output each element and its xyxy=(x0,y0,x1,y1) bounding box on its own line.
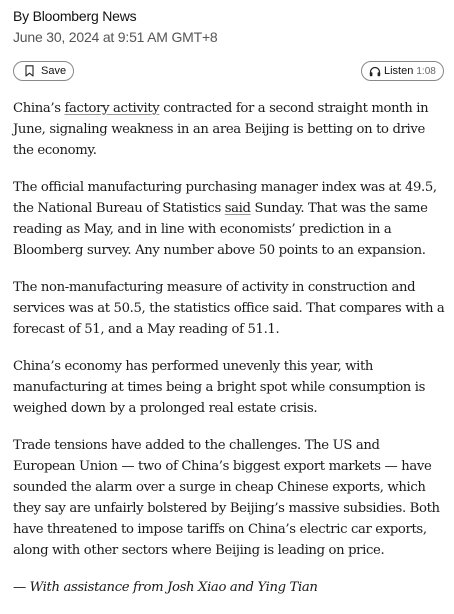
headphones-icon xyxy=(369,66,381,77)
paragraph-1 xyxy=(13,98,445,161)
save-label: Save xyxy=(41,65,67,77)
publish-date: June 30, 2024 at 9:51 AM GMT+8 xyxy=(13,29,218,45)
paragraph-4: China’s economy has performed unevenly this year, with manufacturing at times being a bright spot while consumption is weighed down by a prolonged real estate crisis. xyxy=(13,359,426,416)
byline: By Bloomberg News xyxy=(13,8,137,24)
save-button[interactable] xyxy=(13,61,74,81)
paragraph-text: China’s xyxy=(13,101,65,116)
article-body xyxy=(13,98,445,614)
bookmark-icon xyxy=(25,65,34,77)
listen-label: Listen xyxy=(384,65,414,77)
paragraph-3: The non-manufacturing measure of activity in construction and services was at 50.5, the statistics office said. That compares with a forecast of 51, and a May reading of 51.1. xyxy=(13,280,445,337)
assistance-credit: — With assistance from Josh Xiao and Ying Tian xyxy=(13,580,318,595)
paragraph-text: The official manufacturing purchasing manager index was at 49.5, the National Bureau of Statistics xyxy=(13,180,437,216)
paragraph-5: Trade tensions have added to the challenges. The US and European Union — two of China’s biggest export markets — have sounded the alarm over a surge in cheap Chinese exports, which they say are unfairly bolstered by Beijing’s massive subsidies. Both have threatened to impose tariffs on China’s electric car exports, along with other sectors where Beijing is leading on price. xyxy=(13,438,440,558)
factory-activity-link[interactable]: factory activity xyxy=(64,101,160,116)
listen-button[interactable] xyxy=(361,61,444,81)
listen-duration: 1:08 xyxy=(416,65,436,77)
paragraph-2 xyxy=(13,177,445,261)
paragraph-text: Sunday. That was the same reading as May, and in line with economists’ prediction in a Bloomberg survey. Any number above 50 points to an expansion. xyxy=(13,201,428,258)
paragraph-text: contracted for a second straight month in June, signaling weakness in an area Beijing is betting on to drive the economy. xyxy=(13,101,429,158)
said-link[interactable]: said xyxy=(224,201,251,216)
